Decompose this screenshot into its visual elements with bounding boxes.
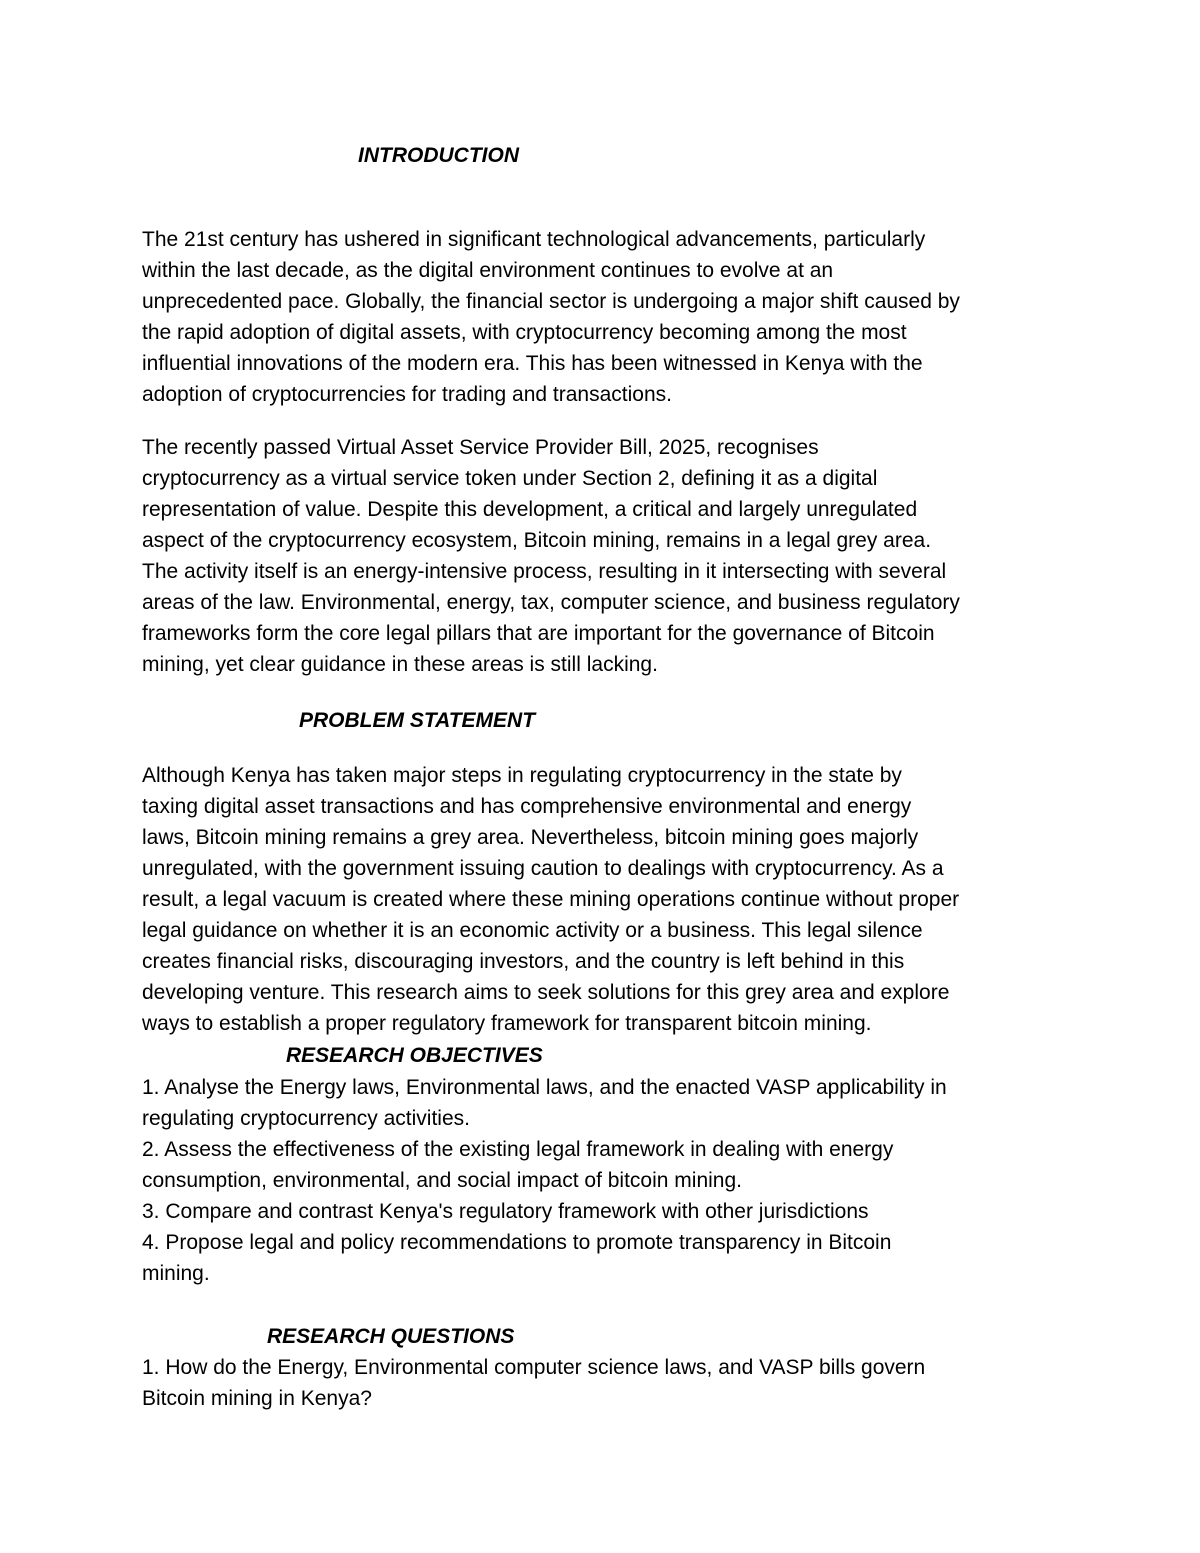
list-item: 4. Propose legal and policy recommendations to promote transparency in Bitcoin: [142, 1231, 892, 1254]
text-line: adoption of cryptocurrencies for trading and transactions.: [142, 383, 672, 406]
research-questions-heading: RESEARCH QUESTIONS: [267, 1325, 515, 1348]
text-line: areas of the law. Environmental, energy, tax, computer science, and business regulatory: [142, 591, 960, 614]
problem-statement-paragraph: [142, 760, 1072, 1039]
list-item: 1. Analyse the Energy laws, Environmental laws, and the enacted VASP applicability in: [142, 1076, 947, 1099]
text-line: unprecedented pace. Globally, the financial sector is undergoing a major shift caused by: [142, 290, 960, 313]
text-line: representation of value. Despite this development, a critical and largely unregulated: [142, 498, 918, 521]
list-item: regulating cryptocurrency activities.: [142, 1107, 470, 1130]
text-line: The activity itself is an energy-intensive process, resulting in it intersecting with several: [142, 560, 947, 583]
text-line: cryptocurrency as a virtual service token under Section 2, defining it as a digital: [142, 467, 878, 490]
text-line: within the last decade, as the digital environment continues to evolve at an: [142, 259, 834, 282]
research-objectives-list: [142, 1072, 1072, 1289]
text-line: laws, Bitcoin mining remains a grey area. Nevertheless, bitcoin mining goes majorly: [142, 826, 919, 849]
text-line: taxing digital asset transactions and has comprehensive environmental and energy: [142, 795, 912, 818]
text-line: ways to establish a proper regulatory framework for transparent bitcoin mining.: [142, 1012, 872, 1035]
text-line: mining, yet clear guidance in these areas is still lacking.: [142, 653, 658, 676]
text-line: result, a legal vacuum is created where these mining operations continue without proper: [142, 888, 960, 911]
list-item: consumption, environmental, and social impact of bitcoin mining.: [142, 1169, 742, 1192]
text-line: developing venture. This research aims to seek solutions for this grey area and explore: [142, 981, 950, 1004]
text-line: the rapid adoption of digital assets, with cryptocurrency becoming among the most: [142, 321, 907, 344]
text-line: influential innovations of the modern era. This has been witnessed in Kenya with the: [142, 352, 923, 375]
list-item: 3. Compare and contrast Kenya's regulatory framework with other jurisdictions: [142, 1200, 869, 1223]
text-line: frameworks form the core legal pillars that are important for the governance of Bitcoin: [142, 622, 935, 645]
introduction-paragraph-2: [142, 432, 1072, 680]
text-line: The recently passed Virtual Asset Service Provider Bill, 2025, recognises: [142, 436, 819, 459]
research-questions-list: [142, 1352, 1072, 1414]
research-objectives-heading: RESEARCH OBJECTIVES: [286, 1044, 543, 1067]
list-item: 2. Assess the effectiveness of the existing legal framework in dealing with energy: [142, 1138, 894, 1161]
text-line: The 21st century has ushered in significant technological advancements, particularly: [142, 228, 926, 251]
text-line: aspect of the cryptocurrency ecosystem, Bitcoin mining, remains in a legal grey area.: [142, 529, 932, 552]
text-line: legal guidance on whether it is an economic activity or a business. This legal silence: [142, 919, 923, 942]
list-item: 1. How do the Energy, Environmental computer science laws, and VASP bills govern: [142, 1356, 926, 1379]
introduction-paragraph-1: [142, 224, 1072, 410]
text-line: Although Kenya has taken major steps in regulating cryptocurrency in the state by: [142, 764, 902, 787]
list-item: mining.: [142, 1262, 210, 1285]
text-line: unregulated, with the government issuing caution to dealings with cryptocurrency. As a: [142, 857, 944, 880]
introduction-heading: INTRODUCTION: [358, 144, 519, 167]
problem-statement-heading: PROBLEM STATEMENT: [299, 709, 536, 732]
text-line: creates financial risks, discouraging investors, and the country is left behind in this: [142, 950, 905, 973]
list-item: Bitcoin mining in Kenya?: [142, 1387, 372, 1410]
